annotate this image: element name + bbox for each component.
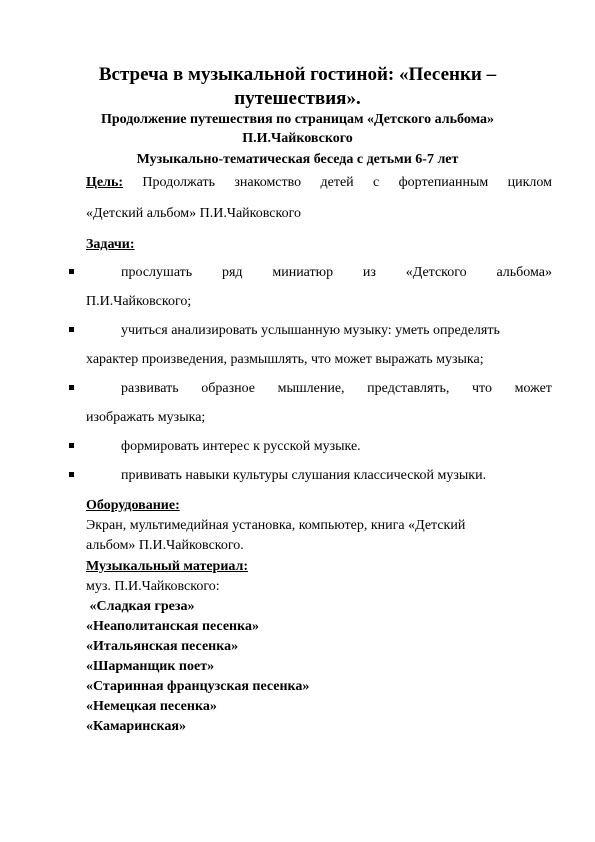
goal-word: фортепианным	[398, 175, 489, 190]
material-piece: «Старинная французская песенка»	[86, 679, 310, 694]
equipment-label: Оборудование:	[86, 498, 180, 513]
subtitle-line-1: Продолжение путешествия по страницам «Детского альбома»	[100, 112, 495, 127]
goal-label: Цель:	[86, 175, 124, 190]
material-piece: «Сладкая греза»	[86, 599, 195, 614]
bullet-icon	[69, 472, 74, 477]
bullet-icon	[69, 385, 74, 390]
task-item-5-line-1: прививать навыки культуры слушания классической музыки.	[121, 468, 487, 483]
material-composer: муз. П.И.Чайковского:	[86, 579, 220, 594]
material-label: Музыкальный материал:	[86, 559, 249, 574]
goal-word: знакомство	[234, 175, 302, 190]
task-item-2-line-1: учиться анализировать услышанную музыку: уметь определять	[121, 323, 500, 338]
material-piece: «Немецкая песенка»	[86, 699, 217, 714]
task-word: представлять,	[367, 381, 450, 396]
task-word: образное	[201, 381, 255, 396]
task-item-4-line-1: формировать интерес к русской музыке.	[121, 439, 361, 454]
task-word: ряд	[221, 265, 243, 280]
task-word: альбома»	[496, 265, 552, 280]
task-item-1-line-2: П.И.Чайковского;	[86, 294, 192, 309]
equipment-line-2: альбом» П.И.Чайковского.	[86, 538, 244, 553]
task-word: миниатюр	[272, 265, 334, 280]
task-item-1-line-1	[121, 264, 552, 282]
bullet-icon	[69, 443, 74, 448]
task-word: мышление,	[277, 381, 345, 396]
material-piece: «Шарманщик поет»	[86, 659, 215, 674]
task-word: «Детского	[405, 265, 467, 280]
material-piece: «Итальянская песенка»	[86, 639, 239, 654]
subtitle-line-3: Музыкально-тематическая беседа с детьми 6-7 лет	[136, 152, 459, 167]
task-item-3-line-1	[121, 380, 552, 398]
goal-line-1	[86, 174, 552, 192]
task-word: развивать	[121, 381, 179, 396]
goal-line-2: «Детский альбом» П.И.Чайковского	[86, 206, 301, 221]
goal-word: циклом	[507, 175, 552, 190]
material-piece: «Неаполитанская песенка»	[86, 619, 259, 634]
goal-word: с	[373, 175, 380, 190]
subtitle-line-2: П.И.Чайковского	[242, 131, 353, 146]
bullet-icon	[69, 269, 74, 274]
task-word: может	[514, 381, 552, 396]
goal-word: детей	[320, 175, 354, 190]
material-piece: «Камаринская»	[86, 719, 186, 734]
task-item-3-line-2: изображать музыка;	[86, 410, 206, 425]
equipment-line-1: Экран, мультимедийная установка, компьютер, книга «Детский	[86, 518, 466, 533]
tasks-label: Задачи:	[86, 237, 135, 252]
document-title-line-2: путешествия».	[234, 88, 361, 109]
goal-word: Продолжать	[142, 175, 216, 190]
document-title-line-1: Встреча в музыкальной гостиной: «Песенки –	[98, 64, 497, 85]
bullet-icon	[69, 327, 74, 332]
task-word: что	[472, 381, 492, 396]
task-word: прослушать	[121, 265, 193, 280]
task-word: из	[362, 265, 376, 280]
task-item-2-line-2: характер произведения, размышлять, что может выражать музыка;	[86, 352, 484, 367]
